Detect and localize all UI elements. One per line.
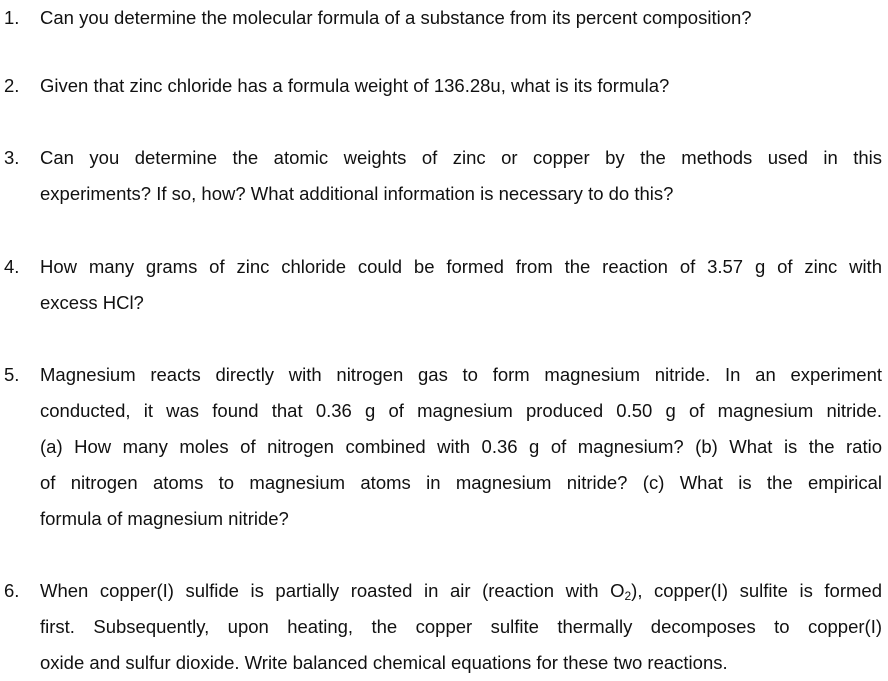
question-line: Given that zinc chloride has a formula weight of 136.28u, what is its formula? <box>40 75 670 96</box>
question-line-segment: ), copper(I) sulfite is formed <box>631 580 882 601</box>
question-line: Magnesium reacts directly with nitrogen gas to form magnesium nitride. In an experiment <box>40 364 882 385</box>
question-number: 2. <box>4 75 20 96</box>
question-line: conducted, it was found that 0.36 g of magnesium produced 0.50 g of magnesium nitride. <box>40 400 882 421</box>
question-text <box>40 357 882 537</box>
question-line: Can you determine the molecular formula of a substance from its percent composition? <box>40 7 752 28</box>
question-line: How many grams of zinc chloride could be formed from the reaction of 3.57 g of zinc with <box>40 256 882 277</box>
question-line: first. Subsequently, upon heating, the copper sulfite thermally decomposes to copper(I) <box>40 616 882 637</box>
question-text <box>40 140 882 212</box>
question-line: (a) How many moles of nitrogen combined with 0.36 g of magnesium? (b) What is the ratio <box>40 436 882 457</box>
question-line-segment: When copper(I) sulfide is partially roasted in air (reaction with O <box>40 580 625 601</box>
question-text <box>40 0 882 36</box>
question-line <box>40 573 882 609</box>
question-line: excess HCl? <box>40 292 144 313</box>
question-line: of nitrogen atoms to magnesium atoms in magnesium nitride? (c) What is the empirical <box>40 472 882 493</box>
question-number: 6. <box>4 580 20 601</box>
question-line: experiments? If so, how? What additional information is necessary to do this? <box>40 183 674 204</box>
question-line: oxide and sulfur dioxide. Write balanced chemical equations for these two reactions. <box>40 652 728 673</box>
question-line: Can you determine the atomic weights of zinc or copper by the methods used in this <box>40 147 882 168</box>
question-number: 4. <box>4 256 20 277</box>
question-text <box>40 68 882 104</box>
question-number: 3. <box>4 147 20 168</box>
subscript: 2 <box>624 589 632 603</box>
question-number: 5. <box>4 364 20 385</box>
question-text <box>40 573 882 681</box>
question-text <box>40 249 882 321</box>
question-number: 1. <box>4 7 20 28</box>
question-line: formula of magnesium nitride? <box>40 508 289 529</box>
